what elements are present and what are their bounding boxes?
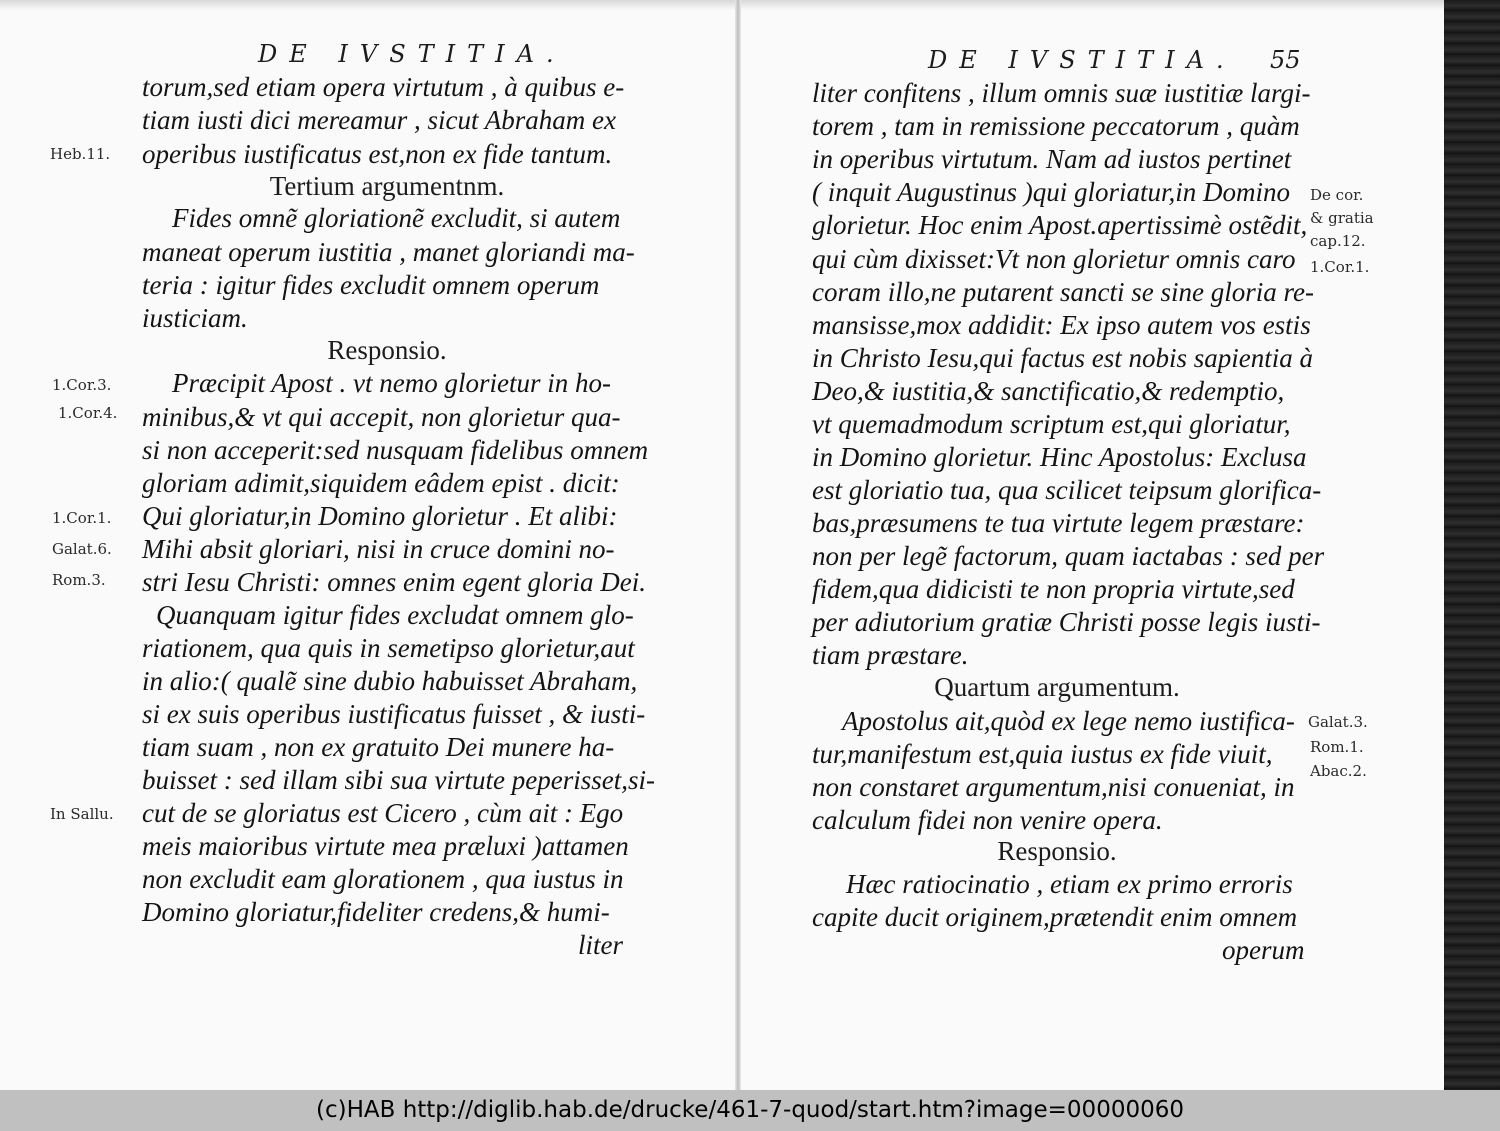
left-line-24: Domino gloriatur,fideliter credens,& humi- bbox=[142, 897, 610, 927]
right-line-17: per adiutorium gratiæ Christi posse legis iusti- bbox=[812, 607, 1321, 637]
left-line-6: teria : igitur fides excludit omnem operum bbox=[142, 270, 600, 300]
right-line-5: glorietur. Hoc enim Apost.apertissimè ostẽdit, bbox=[812, 210, 1308, 240]
right-running-head: DE IVSTITIA. bbox=[928, 46, 1236, 74]
left-heading-tertium: Tertium argumentnm. bbox=[269, 171, 505, 201]
right-heading-quartum: Quartum argumentum. bbox=[934, 672, 1180, 702]
right-catchword: operum bbox=[1222, 935, 1305, 965]
right-margin-note-6: Rom.1. bbox=[1310, 738, 1364, 756]
left-line-10: si non acceperit:sed nusquam fidelibus omnem bbox=[142, 435, 649, 465]
right-line-19: Apostolus ait,quòd ex lege nemo iustifica- bbox=[842, 706, 1295, 736]
right-line-8: mansisse,mox addidit: Ex ipso autem vos estis bbox=[812, 310, 1311, 340]
right-line-3: in operibus virtutum. Nam ad iustos pertinet bbox=[812, 144, 1292, 174]
right-line-11: vt quemadmodum scriptum est,qui gloriatur, bbox=[812, 409, 1291, 439]
right-line-18: tiam præstare. bbox=[812, 640, 969, 670]
right-line-15: non per legẽ factorum, quam iactabas : sed per bbox=[812, 541, 1325, 571]
right-heading-responsio: Responsio. bbox=[997, 836, 1117, 866]
left-line-7: iusticiam. bbox=[142, 303, 248, 333]
page-top-edge bbox=[0, 0, 1444, 10]
left-margin-note-1: Heb.11. bbox=[50, 145, 111, 163]
right-line-9: in Christo Iesu,qui factus est nobis sapientia à bbox=[812, 343, 1314, 373]
left-margin-note-3: 1.Cor.4. bbox=[58, 404, 118, 422]
left-line-13: Mihi absit gloriari, nisi in cruce domini no- bbox=[142, 534, 615, 564]
right-line-2: torem , tam in remissione peccatorum , quàm bbox=[812, 111, 1300, 141]
right-line-14: bas,præsumens te tua virtute legem præstare: bbox=[812, 508, 1305, 538]
left-line-14: stri Iesu Christi: omnes enim egent gloria Dei. bbox=[142, 567, 646, 597]
left-line-22: meis maioribus virtute mea præluxi )attamen bbox=[142, 831, 629, 861]
left-line-5: maneat operum iustitia , manet gloriandi ma- bbox=[142, 237, 635, 267]
right-line-13: est gloriatio tua, qua scilicet teipsum glorifica- bbox=[812, 475, 1322, 505]
right-line-7: coram illo,ne putarent sancti se sine gloria re- bbox=[812, 277, 1314, 307]
page-number: 55 bbox=[1270, 46, 1301, 74]
left-catchword: liter bbox=[578, 930, 623, 960]
right-line-1: liter confitens , illum omnis suæ iustitiæ largi- bbox=[812, 78, 1311, 108]
right-margin-note-2: & gratia bbox=[1310, 209, 1374, 227]
right-line-20: tur,manifestum est,quia iustus ex fide viuit, bbox=[812, 739, 1273, 769]
page-stack-edge bbox=[1444, 0, 1500, 1090]
left-line-18: si ex suis operibus iustificatus fuisset , & iusti- bbox=[142, 699, 646, 729]
left-line-2: tiam iusti dici mereamur , sicut Abraham ex bbox=[142, 105, 616, 135]
left-line-19: tiam suam , non ex gratuito Dei munere ha- bbox=[142, 732, 615, 762]
left-line-1: torum,sed etiam opera virtutum , à quibus e- bbox=[142, 72, 625, 102]
left-line-3: operibus iustificatus est,non ex fide tantum. bbox=[142, 139, 613, 169]
right-line-12: in Domino glorietur. Hinc Apostolus: Exclusa bbox=[812, 442, 1307, 472]
left-line-17: in alio:( qualẽ sine dubio habuisset Abraham, bbox=[142, 666, 638, 696]
left-margin-note-4: 1.Cor.1. bbox=[52, 509, 112, 527]
right-line-24: capite ducit originem,prætendit enim omnem bbox=[812, 902, 1298, 932]
right-line-10: Deo,& iustitia,& sanctificatio,& redemptio, bbox=[812, 376, 1285, 406]
right-margin-note-7: Abac.2. bbox=[1310, 762, 1367, 780]
left-line-21: cut de se gloriatus est Cicero , cùm ait : Ego bbox=[142, 798, 624, 828]
right-line-6: qui cùm dixisset:Vt non glorietur omnis caro bbox=[812, 244, 1296, 274]
right-margin-note-1: De cor. bbox=[1310, 186, 1364, 204]
left-line-4: Fides omnẽ gloriationẽ excludit, si autem bbox=[172, 203, 621, 233]
left-running-head: DE IVSTITIA. bbox=[258, 40, 566, 68]
left-heading-responsio: Responsio. bbox=[327, 335, 447, 365]
left-line-16: riationem, qua quis in semetipso glorietur,aut bbox=[142, 633, 635, 663]
right-line-22: calculum fidei non venire opera. bbox=[812, 805, 1163, 835]
left-line-15: Quanquam igitur fides excludat omnem glo- bbox=[156, 600, 634, 630]
right-line-16: fidem,qua didicisti te non propria virtute,sed bbox=[812, 574, 1295, 604]
right-margin-note-5: Galat.3. bbox=[1308, 713, 1368, 731]
book-gutter bbox=[735, 0, 741, 1090]
left-margin-note-5: Galat.6. bbox=[52, 540, 112, 558]
left-margin-note-6: Rom.3. bbox=[52, 571, 106, 589]
left-line-23: non excludit eam glorationem , qua iustus in bbox=[142, 864, 624, 894]
copyright-footer: (c)HAB http://diglib.hab.de/drucke/461-7-quod/start.htm?image=00000060 bbox=[0, 1090, 1500, 1131]
right-margin-note-4: 1.Cor.1. bbox=[1310, 258, 1370, 276]
left-margin-note-7: In Sallu. bbox=[50, 805, 114, 823]
right-line-4: ( inquit Augustinus )qui gloriatur,in Domino bbox=[812, 177, 1291, 207]
left-line-9: minibus,& vt qui accepit, non glorietur qua- bbox=[142, 402, 621, 432]
right-line-21: non constaret argumentum,nisi conueniat, in bbox=[812, 772, 1295, 802]
left-line-12: Qui gloriatur,in Domino glorietur . Et alibi: bbox=[142, 501, 618, 531]
left-line-11: gloriam adimit,siquidem eâdem epist . dicit: bbox=[142, 468, 620, 498]
right-line-23: Hæc ratiocinatio , etiam ex primo erroris bbox=[846, 869, 1293, 899]
left-line-8: Præcipit Apost . vt nemo glorietur in ho- bbox=[172, 368, 611, 398]
right-margin-note-3: cap.12. bbox=[1310, 232, 1366, 250]
left-line-20: buisset : sed illam sibi sua virtute peperisset,si- bbox=[142, 765, 655, 795]
left-margin-note-2: 1.Cor.3. bbox=[52, 376, 112, 394]
